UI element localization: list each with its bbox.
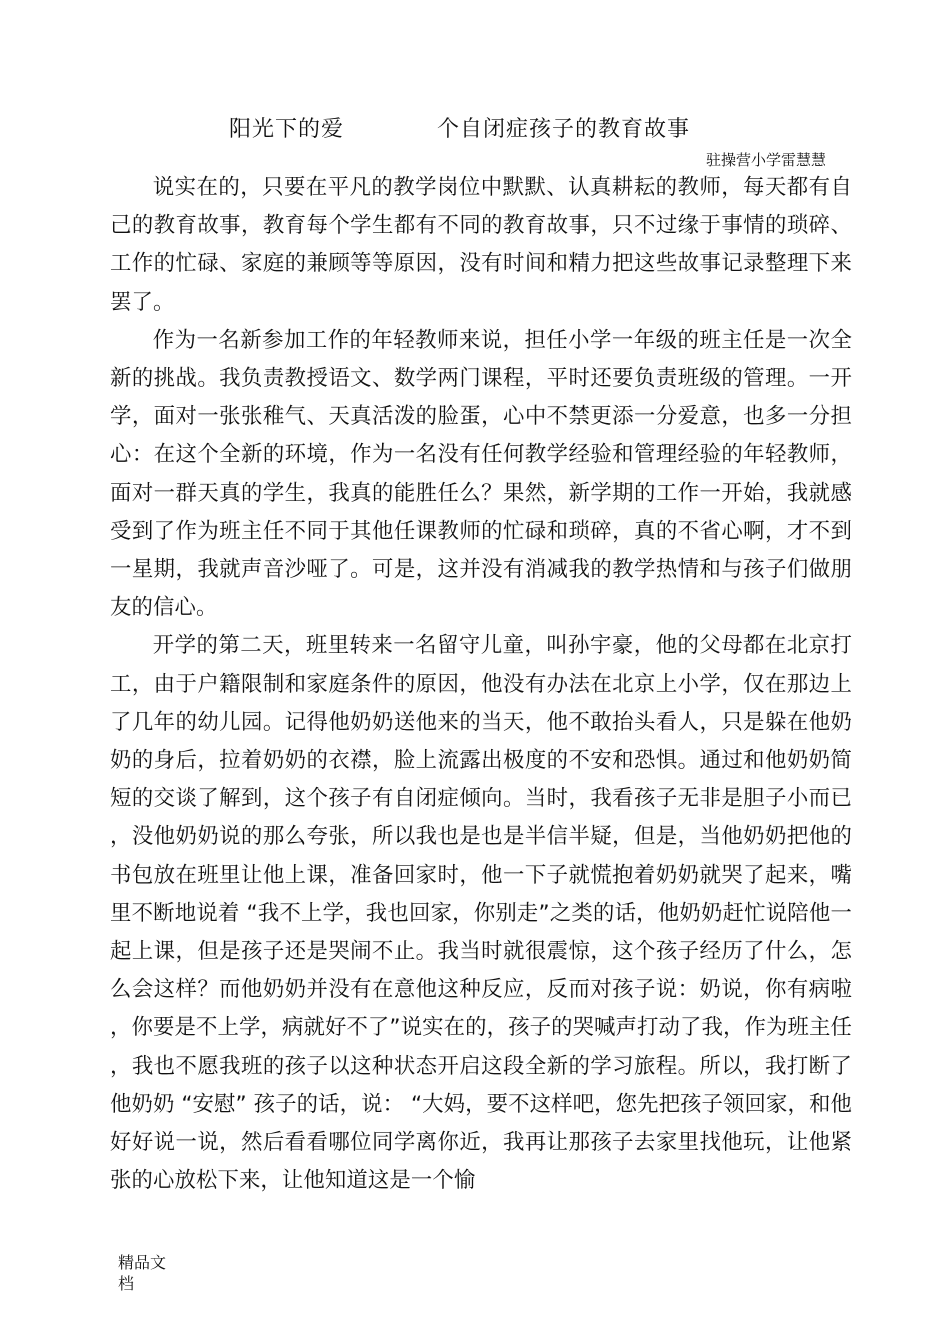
title-right: 个自闭症孩子的教育故事 — [437, 117, 691, 142]
document-body — [110, 169, 852, 1200]
paragraph-3: 开学的第二天，班里转来一名留守儿童，叫孙宇豪，他的父母都在北京打工，由于户籍限制和家庭条件的原因，他没有办法在北京上小学，仅在那边上了几年的幼儿园。记得他奶奶送他来的当天，他不敢抬头看人，只是躲在他奶奶的身后，拉着奶奶的衣襟，脸上流露出极度的不安和恐惧。通过和他奶奶简短的交谈了解到，这个孩子有自闭症倾向。当时，我看孩子无非是胆子小而已，没他奶奶说的那么夸张，所以我也是也是半信半疑，但是，当他奶奶把他的书包放在班里让他上课，准备回家时，他一下子就慌抱着奶奶就哭了起来，嘴里不断地说着 “我不上学，我也回家，你别走”之类的话，他奶奶赶忙说陪他一起上课，但是孩子还是哭闹不止。我当时就很震惊，这个孩子经历了什么，怎么会这样？而他奶奶并没有在意他这种反应，反而对孩子说：奶说，你有病啦，你要是不上学，病就好不了”说实在的，孩子的哭喊声打动了我，作为班主任，我也不愿我班的孩子以这种状态开启这段全新的学习旅程。所以，我打断了他奶奶 “安慰” 孩子的话，说： “大妈，要不这样吧，您先把孩子领回家，和他好好说一说，然后看看哪位同学离你近，我再让那孩子去家里找他玩，让他紧张的心放松下来，让他知道这是一个愉 — [110, 633, 852, 1194]
footer-watermark: 精品文档 — [118, 1253, 167, 1293]
title-left: 阳光下的爱 — [229, 117, 345, 142]
paragraph-2: 作为一名新参加工作的年轻教师来说，担任小学一年级的班主任是一次全新的挑战。我负责教授语文、数学两门课程，平时还要负责班级的管理。一开学，面对一张张稚气、天真活泼的脸蛋，心中不禁更添一分爱意，也多一分担心：在这个全新的环境，作为一名没有任何教学经验和管理经验的年轻教师，面对一群天真的学生，我真的能胜任么？果然，新学期的工作一开始，我就感受到了作为班主任不同于其他任课教师的忙碌和琐碎，真的不省心啊，才不到一星期，我就声音沙哑了。可是，这并没有消减我的教学热情和与孩子们做朋友的信心。 — [110, 327, 852, 621]
author-line: 驻操营小学雷慧慧 — [706, 151, 827, 169]
paragraph-1: 说实在的，只要在平凡的教学岗位中默默、认真耕耘的教师，每天都有自己的教育故事，教育每个学生都有不同的教育故事，只不过缘于事情的琐碎、工作的忙碌、家庭的兼顾等等原因，没有时间和精力把这些故事记录整理下来罢了。 — [110, 175, 852, 315]
document-title — [0, 112, 950, 146]
